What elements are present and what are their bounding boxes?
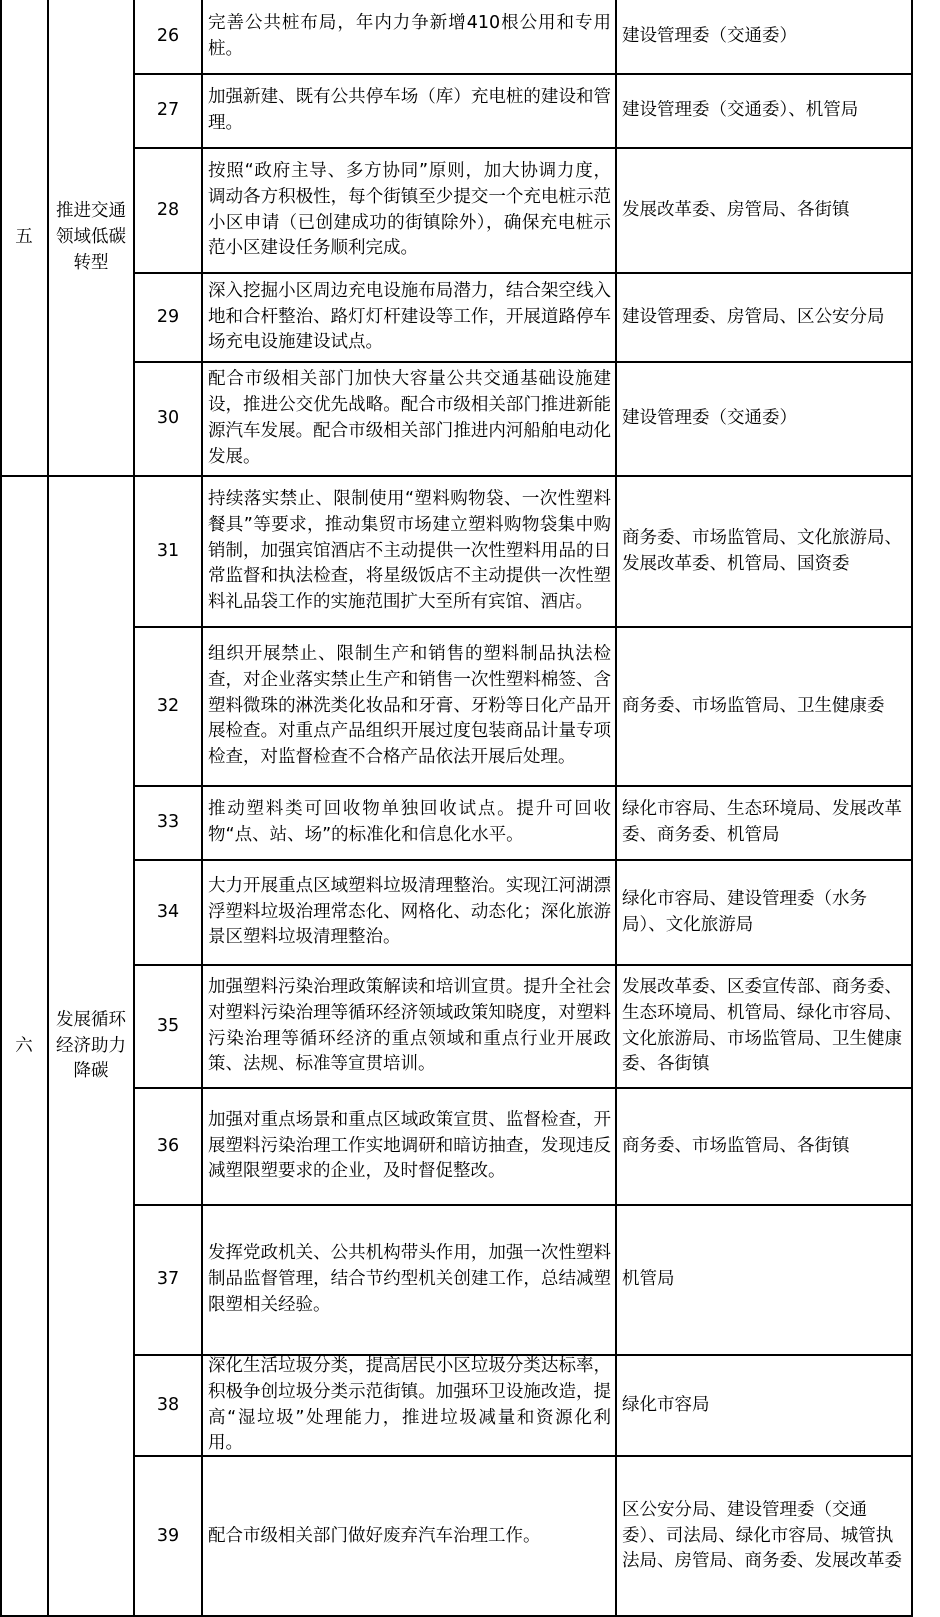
- table-rule: [134, 1455, 913, 1457]
- measure-text: 配合市级相关部门加快大容量公共交通基础设施建设，推进公交优先战略。配合市级相关部门推进新能源汽车发展。配合市级相关部门推进内河船舶电动化发展。: [208, 369, 611, 467]
- row-number: 33: [156, 812, 180, 833]
- table-rule: [0, 0, 2, 1617]
- table-rule: [134, 73, 913, 75]
- row-number: 36: [156, 1135, 180, 1156]
- table-rule: [134, 147, 913, 149]
- row-number: 29: [156, 306, 180, 327]
- measure-text: 完善公共桩布局，年内力争新增410根公用和专用桩。: [208, 13, 611, 59]
- group-title-6: [48, 476, 134, 1617]
- table-rule: [134, 964, 913, 966]
- responsible-departments: 建设管理委（交通委）: [622, 408, 797, 429]
- table-rule: [134, 1204, 913, 1206]
- row-number: 27: [156, 100, 180, 121]
- measure-text: 配合市级相关部门做好废弃汽车治理工作。: [208, 1525, 541, 1546]
- row-number: 30: [156, 408, 180, 429]
- table-rule: [134, 272, 913, 274]
- table-rule: [615, 0, 617, 1617]
- responsible-departments: 发展改革委、房管局、各街镇: [622, 199, 850, 220]
- table-rule: [134, 626, 913, 628]
- group-number-5: 五: [15, 227, 33, 248]
- row-number: 35: [156, 1015, 180, 1036]
- table-rule: [133, 0, 135, 1617]
- row-number: 34: [156, 901, 180, 922]
- group-title-line: 领域低碳: [56, 227, 126, 248]
- table-rule: [201, 0, 203, 1617]
- measure-text: 加强对重点场景和重点区域政策宣贯、监督检查，开展塑料污染治理工作实地调研和暗访抽查，发现违反减塑限塑要求的企业，及时督促整改。: [208, 1109, 611, 1182]
- responsible-departments: 建设管理委、房管局、区公安分局: [622, 306, 885, 327]
- responsible-departments: 商务委、市场监管局、各街镇: [622, 1135, 850, 1156]
- measure-text: 按照“政府主导、多方协同”原则，加大协调力度，调动各方积极性，每个街镇至少提交一个充电桩示范小区申请（已创建成功的街镇除外），确保充电桩示范小区建设任务顺利完成。: [208, 160, 611, 259]
- measure-text: 大力开展重点区域塑料垃圾清理整治。实现江河湖漂浮塑料垃圾治理常态化、网格化、动态化；深化旅游景区塑料垃圾清理整治。: [208, 875, 611, 948]
- group-title-5: [48, 0, 134, 476]
- row-number: 31: [156, 540, 180, 561]
- responsible-departments: 区公安分局、建设管理委（交通委）、司法局、绿化市容局、城管执法局、房管局、商务委、发展改革委: [622, 1499, 902, 1572]
- measure-text: 深化生活垃圾分类，提高居民小区垃圾分类达标率，积极争创垃圾分类示范街镇。加强环卫设施改造，提高“湿垃圾”处理能力，推进垃圾减量和资源化利用。: [208, 1355, 611, 1454]
- measure-text: 深入挖掘小区周边充电设施布局潜力，结合架空线入地和合杆整治、路灯灯杆建设等工作，开展道路停车场充电设施建设试点。: [208, 280, 611, 353]
- group-title-line: 转型: [73, 252, 109, 273]
- table-rule: [47, 0, 49, 1617]
- group-number-6: 六: [15, 1035, 33, 1056]
- responsible-departments: 绿化市容局、建设管理委（水务局）、文化旅游局: [622, 888, 867, 935]
- responsible-departments: 绿化市容局: [622, 1394, 710, 1415]
- measure-text: 推动塑料类可回收物单独回收试点。提升可回收物“点、站、场”的标准化和信息化水平。: [208, 799, 611, 845]
- row-number: 32: [156, 695, 180, 716]
- group-title-line: 推进交通: [56, 201, 126, 222]
- responsible-departments: 建设管理委（交通委）、机管局: [622, 100, 859, 121]
- responsible-departments: 发展改革委、区委宣传部、商务委、生态环境局、机管局、绿化市容局、文化旅游局、市场监管局、卫生健康委、各街镇: [622, 976, 902, 1075]
- measure-text: 组织开展禁止、限制生产和销售的塑料制品执法检查，对企业落实禁止生产和销售一次性塑料棉签、含塑料微珠的淋洗类化妆品和牙膏、牙粉等日化产品开展检查。对重点产品组织开展过度包装商品计量专项检查，对监督检查不合格产品依法开展后处理。: [208, 644, 611, 768]
- measure-text: 加强新建、既有公共停车场（库）充电桩的建设和管理。: [208, 87, 611, 133]
- group-title-line: 发展循环: [56, 1009, 126, 1030]
- table-rule: [134, 1087, 913, 1089]
- measure-text: 发挥党政机关、公共机构带头作用，加强一次性塑料制品监督管理，结合节约型机关创建工作，总结减塑限塑相关经验。: [208, 1243, 611, 1315]
- table-rule: [0, 475, 913, 477]
- table-rule: [134, 859, 913, 861]
- row-number: 38: [156, 1394, 180, 1415]
- responsible-departments: 商务委、市场监管局、文化旅游局、发展改革委、机管局、国资委: [622, 527, 902, 574]
- responsible-departments: 绿化市容局、生态环境局、发展改革委、商务委、机管局: [622, 799, 902, 845]
- table-rule: [134, 785, 913, 787]
- group-title-line: 降碳: [73, 1061, 109, 1082]
- responsible-departments: 商务委、市场监管局、卫生健康委: [622, 695, 885, 716]
- responsible-departments: 建设管理委（交通委）: [622, 26, 797, 47]
- table-rule: [134, 361, 913, 363]
- row-number: 28: [156, 199, 180, 220]
- row-number: 39: [156, 1525, 180, 1546]
- measure-text: 加强塑料污染治理政策解读和培训宣贯。提升全社会对塑料污染治理等循环经济领域政策知晓度，对塑料污染治理等循环经济的重点领域和重点行业开展政策、法规、标准等宣贯培训。: [208, 976, 611, 1075]
- table-rule: [134, 1354, 913, 1356]
- row-number: 37: [156, 1269, 180, 1290]
- row-number: 26: [156, 26, 180, 47]
- responsible-departments: 机管局: [622, 1269, 675, 1290]
- group-title-line: 经济助力: [56, 1035, 126, 1056]
- table-rule: [911, 0, 913, 1617]
- measure-text: 持续落实禁止、限制使用“塑料购物袋、一次性塑料餐具”等要求，推动集贸市场建立塑料购物袋集中购销制，加强宾馆酒店不主动提供一次性塑料用品的日常监督和执法检查，将星级饭店不主动提供一次性塑料礼品袋工作的实施范围扩大至所有宾馆、酒店。: [208, 489, 611, 613]
